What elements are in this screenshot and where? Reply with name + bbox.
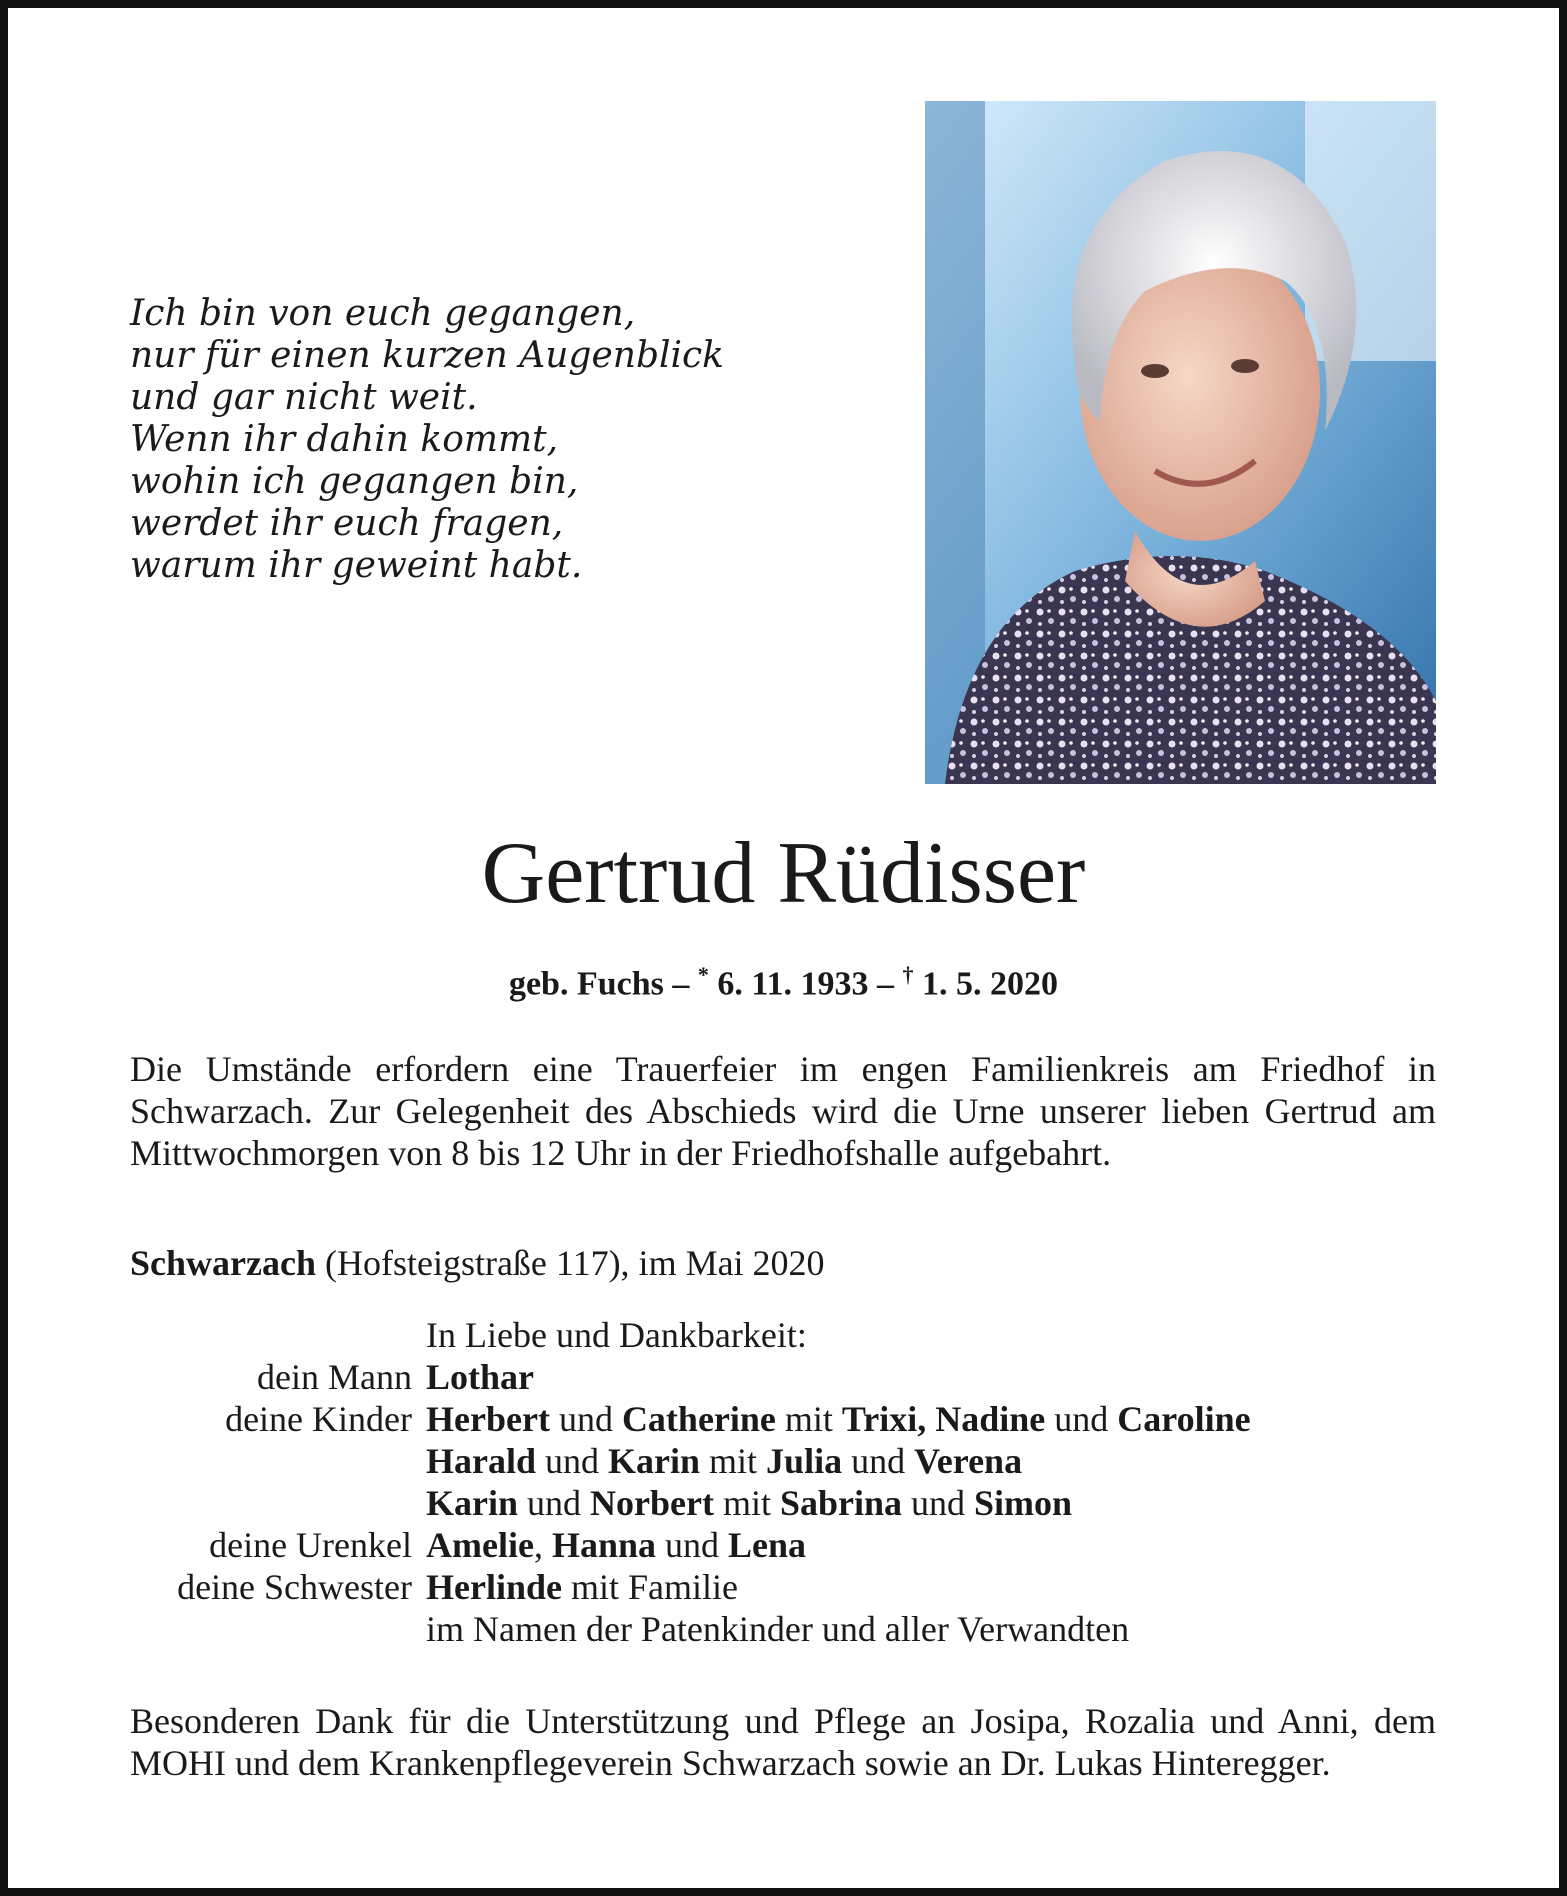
poem-line: wohin ich gegangen bin,: [130, 461, 579, 502]
memorial-poem: [130, 293, 724, 587]
connector-text: und: [656, 1525, 728, 1565]
portrait-photo: [925, 101, 1436, 784]
portrait-photo-icon: [925, 101, 1436, 784]
list-item: [130, 1398, 1436, 1440]
poem-line: Wenn ihr dahin kommt,: [130, 419, 559, 460]
connector-text: und: [902, 1483, 975, 1523]
life-dates: [0, 962, 1567, 1003]
poem-line: und gar nicht weit.: [130, 377, 478, 418]
mourner-name: Harald: [426, 1441, 537, 1481]
place-and-date: [130, 1242, 825, 1284]
connector-text: und: [1045, 1399, 1118, 1439]
mourner-name: Herlinde: [426, 1567, 562, 1607]
mourner-name: Amelie: [426, 1525, 534, 1565]
mourners-list: [130, 1314, 1436, 1650]
list-item: [130, 1566, 1436, 1608]
dates-separator: –: [868, 965, 903, 1003]
connector-text: mit: [700, 1441, 767, 1481]
list-item: [130, 1356, 1436, 1398]
mourner-name: Catherine: [621, 1399, 776, 1439]
acknowledgement-text: Besonderen Dank für die Unterstützung und Pflege an Josipa, Rozalia und Anni, dem MOHI und dem Krankenpflegeverein Schwarzach sowie an Dr. Lukas Hinteregger.: [130, 1701, 1436, 1783]
mourner-name: Lena: [728, 1525, 807, 1565]
connector-text: mit Familie: [561, 1567, 738, 1607]
poem-line: werdet ihr euch fragen,: [130, 503, 564, 544]
relation-label: dein Mann: [257, 1357, 412, 1397]
mourner-name: Verena: [914, 1441, 1023, 1481]
list-item: [130, 1482, 1436, 1524]
dates-separator: –: [663, 965, 698, 1003]
poem-line: Ich bin von euch gegangen,: [130, 293, 636, 334]
mourner-name: Simon: [974, 1483, 1073, 1523]
mourner-name: Lothar: [426, 1357, 534, 1397]
mourners-intro: In Liebe und Dankbarkeit:: [426, 1315, 807, 1355]
mourner-name: Sabrina: [779, 1483, 903, 1523]
birth-star-icon: *: [697, 962, 709, 987]
list-item: [130, 1440, 1436, 1482]
connector-text: und: [549, 1399, 622, 1439]
birth-date: 6. 11. 1933: [708, 965, 869, 1003]
maiden-name: geb. Fuchs: [508, 965, 664, 1003]
mourner-name: Julia: [766, 1441, 843, 1481]
death-cross-icon: †: [902, 962, 914, 987]
poem-line: warum ihr geweint habt.: [130, 545, 583, 586]
mourner-name: Norbert: [590, 1483, 714, 1523]
funeral-notice-text: Die Umstände erfordern eine Trauerfeier im engen Familienkreis am Friedhof in Schwarzach. Zur Gelegenheit des Abschieds wird die Urne unserer lieben Gertrud am Mittwochmorgen von 8 bis 12 Uhr in der Friedhofshalle aufgebahrt.: [130, 1049, 1436, 1173]
mourner-name: Karin: [608, 1441, 701, 1481]
connector-text: und: [842, 1441, 915, 1481]
mourner-name: Hanna: [551, 1525, 656, 1565]
mourner-name: Karin: [426, 1483, 519, 1523]
connector-text: ,: [533, 1525, 552, 1565]
relation-label: deine Schwester: [177, 1567, 412, 1607]
connector-text: und: [536, 1441, 609, 1481]
mourner-name: Caroline: [1117, 1399, 1251, 1439]
mourners-closing: im Namen der Patenkinder und aller Verwandten: [426, 1609, 1130, 1649]
address-and-date: (Hofsteigstraße 117), im Mai 2020: [315, 1243, 825, 1283]
town: Schwarzach: [130, 1243, 316, 1283]
death-date: 1. 5. 2020: [913, 965, 1059, 1003]
poem-line: nur für einen kurzen Augenblick: [130, 335, 724, 376]
relation-label: deine Urenkel: [209, 1525, 412, 1565]
mourner-name: Herbert: [426, 1399, 550, 1439]
mourner-name: Trixi, Nadine: [841, 1399, 1046, 1439]
connector-text: und: [518, 1483, 591, 1523]
relation-label: deine Kinder: [225, 1399, 412, 1439]
deceased-name: Gertrud Rüdisser: [481, 825, 1086, 922]
connector-text: mit: [775, 1399, 842, 1439]
connector-text: mit: [713, 1483, 780, 1523]
list-item: [130, 1524, 1436, 1566]
